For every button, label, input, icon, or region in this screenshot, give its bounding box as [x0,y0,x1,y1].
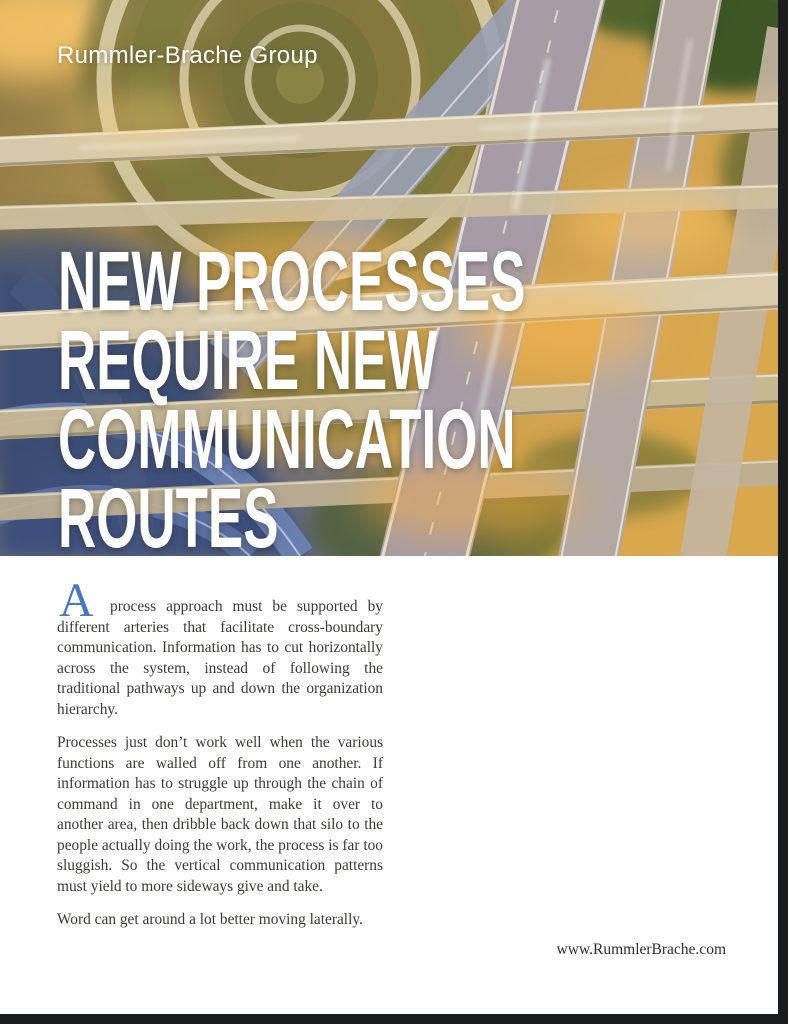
article-body [57,597,383,944]
website-link[interactable]: www.RummlerBrache.com [556,941,726,958]
paragraph-2: Processes just don’t work well when the various functions are walled off from one another. If information has to struggle up through the chain of command in one department, make it over to another area, then dribble back down that silo to the people actually doing the work, the process is far too sluggish. So the vertical communication patterns must yield to more sideways give and take. [57,734,383,895]
dropcap-letter: A [59,574,94,627]
right-edge-bar [778,0,788,1024]
title-line-2: REQUIRE NEW [58,313,438,407]
paragraph-1: process approach must be supported by different arteries that facilitate cross-boundary communication. Information has to cut horizontally across the system, instead of following the traditional pathways up and down the organization hierarchy. [57,598,383,718]
bottom-edge-bar [0,1014,788,1024]
paragraph-3: Word can get around a lot better moving laterally. [57,911,363,928]
brand-text: Rummler-Brache Group [57,42,318,69]
title-line-3: COMMUNICATION [58,392,516,486]
page-title [58,234,526,556]
title-line-1: NEW PROCESSES [58,234,526,328]
title-line-4: ROUTES [58,471,279,556]
